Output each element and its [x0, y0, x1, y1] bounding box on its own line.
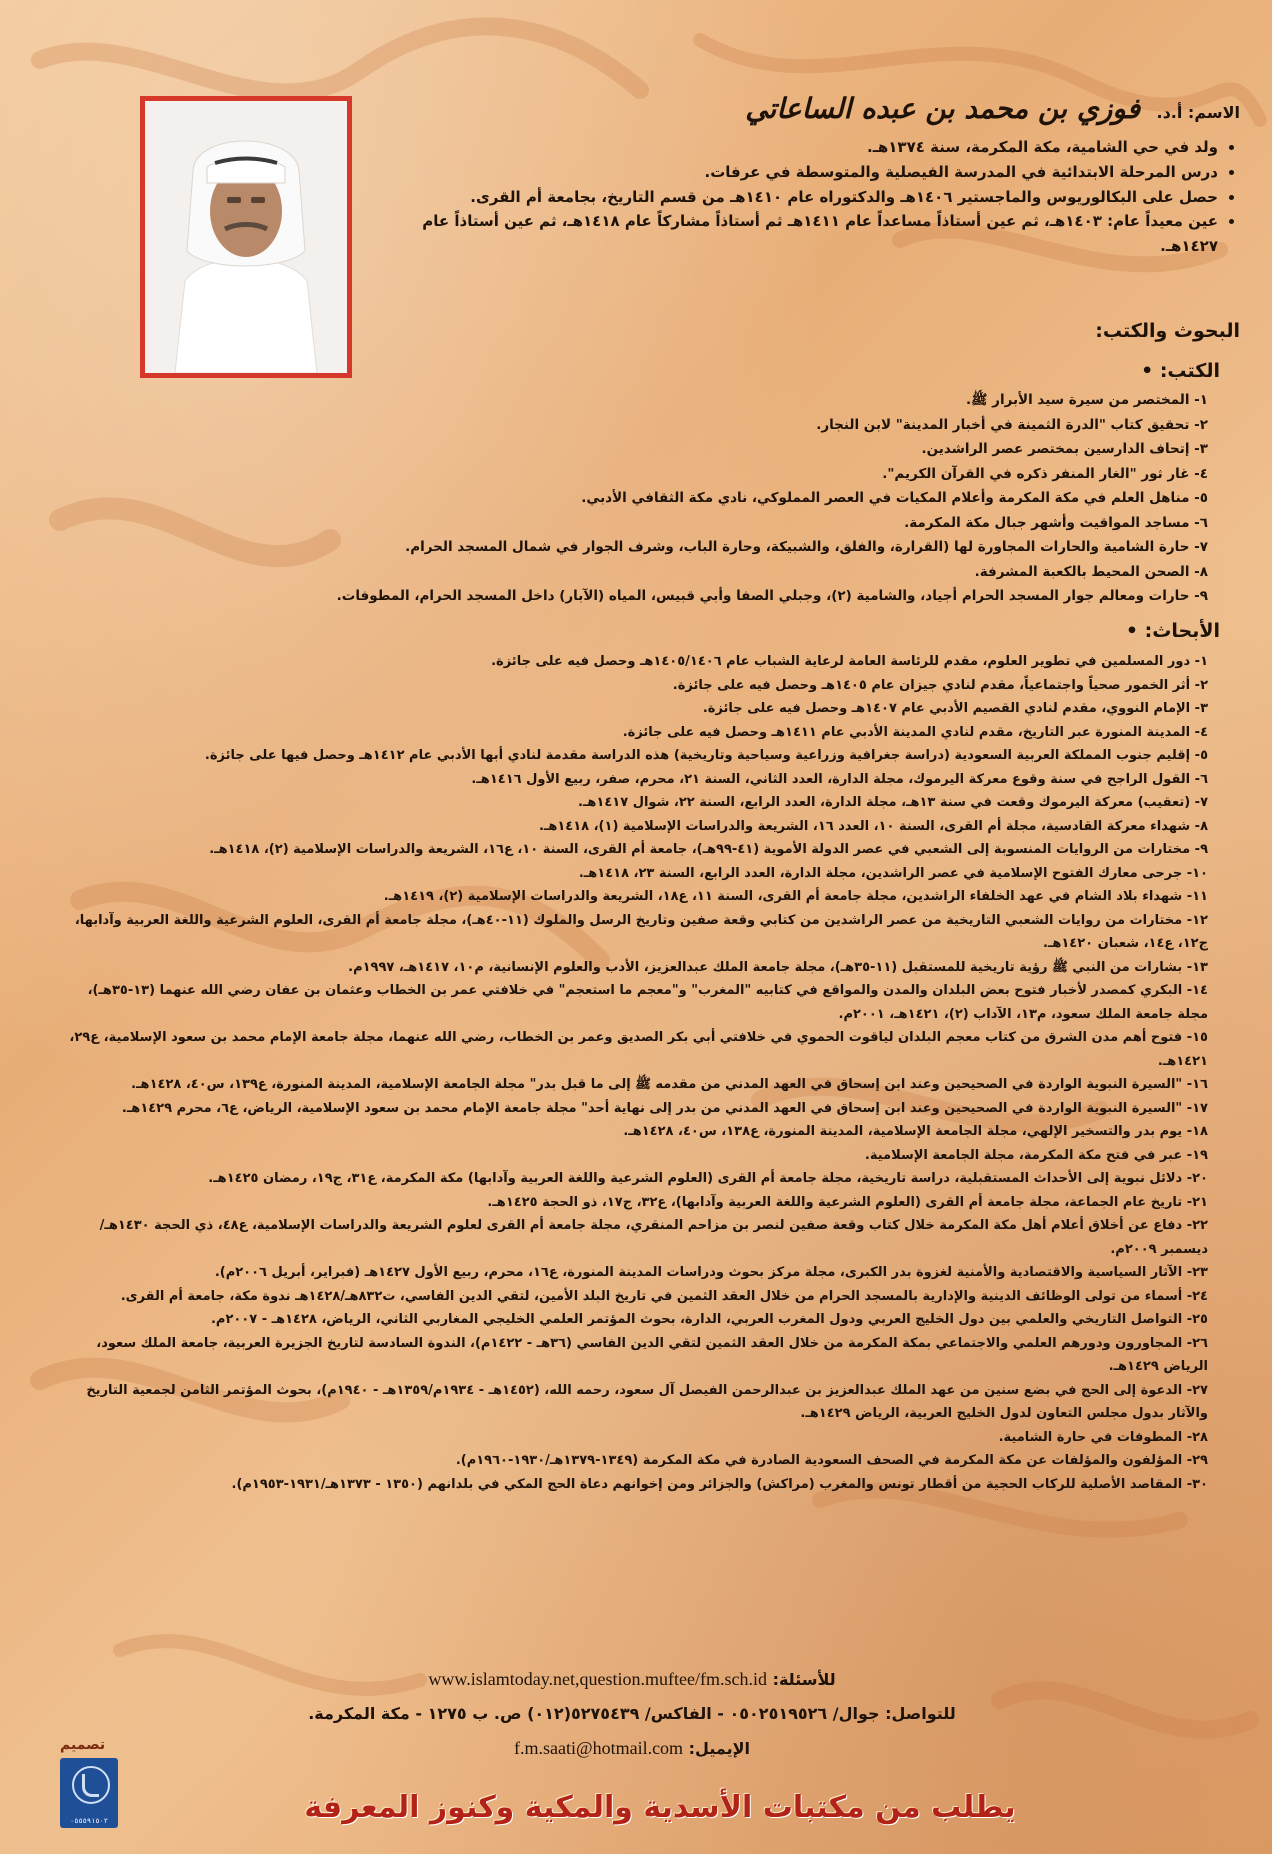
questions-line [232, 1662, 1032, 1697]
book-item: ٥- مناهل العلم في مكة المكرمة وأعلام المكيات في العصر المملوكي، نادي مكة الثقافي الأدبي. [581, 490, 1208, 506]
design-label: تصميم [60, 1737, 106, 1753]
bio-item: • حصل على البكالوريوس والماجستير ١٤٠٦هـ والدكتوراه عام ١٤١٠هـ من قسم التاريخ، بجامعة أم القرى. [370, 185, 1218, 210]
research-item: ١٦- "السيرة النبوية الواردة في الصحيحين وعند ابن إسحاق في العهد المدني من مقدمه ﷺ إلى ما قبل بدر" مجلة الجامعة الإسلامية، المدينة المنورة، ع١٣٩، س٤٠، ١٤٢٨هـ. [131, 1077, 1208, 1092]
book-item: ١- المختصر من سيرة سيد الأبرار ﷺ. [966, 392, 1208, 408]
research-books-title: البحوث والكتب: [1095, 320, 1240, 342]
research-item: ٧- (تعقيب) معركة اليرموك وقعت في سنة ١٣هـ، مجلة الدارة، العدد الرابع، السنة ٢٢، شوال ١٤١٧هـ. [578, 795, 1208, 810]
research-item: ٢٧- الدعوة إلى الحج في بضع سنين من عهد الملك عبدالعزيز بن عبدالرحمن الفيصل آل سعود، رحمه الله، (١٤٥٢هـ - ١٩٣٤م/١٣٥٩هـ - ١٩٤٠م)، بحوث المؤتمر الثامن لجمعية التاريخ والآثار بدول مجلس التعاون لدول الخليج العربية، الرياض ١٤٢٩هـ. [86, 1382, 1208, 1421]
research-item: ١١- شهداء بلاد الشام في عهد الخلفاء الراشدين، مجلة جامعة أم القرى، السنة ١١، ع١٨، الشريعة والدراسات الإسلامية (٢)، ١٤١٩هـ. [383, 889, 1208, 904]
bio-item: • عين معيداً عام: ١٤٠٣هـ، ثم عين أستاذاً مساعداً عام ١٤١١هـ ثم أستاذاً مشاركاً عام ١٤١٨هـ، ثم عين أستاذاً عام ١٤٢٧هـ. [370, 209, 1218, 259]
research-item: ٤- المدينة المنورة عبر التاريخ، مقدم لنادي المدينة الأدبي عام ١٤١١هـ وحصل فيه على جائزة. [622, 724, 1208, 740]
research-item: ٣- الإمام النووي، مقدم لنادي القصيم الأدبي عام ١٤٠٧هـ وحصل فيه على جائزة. [702, 701, 1208, 716]
contact-line: للتواصل: جوال/ ٠٥٠٢٥١٩٥٢٦ - الفاكس/ ٥٢٧٥٤٣٩(٠١٢) ص. ب ١٢٧٥ - مكة المكرمة. [308, 1704, 956, 1723]
book-item: ٦- مساجد المواقيت وأشهر جبال مكة المكرمة. [904, 514, 1208, 531]
research-item: ٩- مختارات من الروايات المنسوبة إلى الشعبي في عصر الدولة الأموية (٤١-٩٩هـ)، جامعة أم القرى، السنة ١٠، ع١٦، الشريعة والدراسات الإسلامية (٢)، ١٤١٨هـ. [209, 842, 1208, 857]
books-heading: الكتب: • [1141, 360, 1220, 382]
research-item: ٢٥- التواصل التاريخي والعلمي بين دول الخليج العربي ودول المغرب العربي، الدارة، بحوث المؤتمر العلمي الخليجي المغاربي الثاني، الرياض، ١٤٢٨هـ - ٢٠٠٧م. [210, 1312, 1208, 1327]
research-item: ٨- شهداء معركة القادسية، مجلة أم القرى، السنة ١٠، العدد ١٦، الشريعة والدراسات الإسلامية (١)، ١٤١٨هـ. [538, 818, 1208, 834]
research-item: ٢٨- المطوفات في حارة الشامية. [998, 1429, 1208, 1445]
research-item: ١٢- مختارات من روايات الشعبي التاريخية من عصر الراشدين من كتابي وقعة صفين وتاريخ الرسل والملوك (١١-٤٠هـ)، مجلة جامعة أم القرى، العلوم الشرعية واللغة العربية وآدابها، ج١٢، ع١٤، شعبان ١٤٢٠هـ. [74, 912, 1208, 951]
research-list [58, 650, 1208, 1496]
research-item: ١٨- يوم بدر والتسخير الإلهي، مجلة الجامعة الإسلامية، المدينة المنورة، ع١٣٨، س٤٠، ١٤٢٨هـ. [623, 1124, 1208, 1139]
bio-item: • ولد في حي الشامية، مكة المكرمة، سنة ١٣٧٤هـ. [370, 135, 1218, 160]
research-item: ١٣- بشارات من النبي ﷺ رؤية تاريخية للمستقبل (١١-٣٥هـ)، مجلة جامعة الملك عبدالعزيز، الأدب والعلوم الإنسانية، م١٠، ١٤١٧هـ، ١٩٩٧م. [348, 959, 1208, 975]
research-item: ١٤- البكري كمصدر لأخبار فتوح بعض البلدان والمدن والمواقع في كتابيه "المغرب" و"معجم ما استعجم" في خلافتي عمر بن الخطاب وعثمان بن عفان رضي الله عنهما (١٣-٣٥هـ)، مجلة جامعة الملك سعود، م١٣، الآداب (٢)، ١٤٢١هـ، ٢٠٠١م. [87, 983, 1208, 1022]
research-item: ٣٠- المقاصد الأصلية للركاب الحجية من أقطار تونس والمغرب (مراكش) والجزائر ومن إخوانهم دعاة الحج المكي في بلدانهم (١٣٥٠ - ١٣٧٣هـ/١٩٣١-١٩٥٣م). [231, 1476, 1208, 1492]
questions-label: للأسئلة: [772, 1670, 836, 1689]
name-line [370, 92, 1240, 125]
research-item: ٢٠- دلائل نبوية إلى الأحداث المستقبلية، دراسة تاريخية، مجلة جامعة أم القرى (العلوم الشرعية واللغة العربية وآدابها) مكة المكرمة، ع٣١، ج١٩، رمضان ١٤٢٥هـ. [208, 1171, 1208, 1186]
research-item: ١٩- عبر في فتح مكة المكرمة، مجلة الجامعة الإسلامية. [864, 1147, 1208, 1163]
research-item: ١٠- جرحى معارك الفتوح الإسلامية في عصر الراشدين، مجلة الدارة، العدد الرابع، السنة ٢٣، ١٤١٨هـ. [578, 865, 1208, 881]
research-item: ١٥- فتوح أهم مدن الشرق من كتاب معجم البلدان لياقوت الحموي في خلافتي أبي بكر الصديق وعمر بن الخطاب، رضي الله عنهما، مجلة جامعة الإمام محمد بن سعود الإسلامية، ع٢٩، ١٤٢١هـ. [69, 1030, 1208, 1069]
books-list [58, 388, 1208, 609]
bio-item: • درس المرحلة الابتدائية في المدرسة الفيصلية والمتوسطة في عرفات. [370, 160, 1218, 185]
book-item: ٩- حارات ومعالم جوار المسجد الحرام أجياد، والشامية (٢)، وجبلي الصفا وأبي قبيس، المياه (الآبار) داخل المسجد الحرام، المطوفات. [336, 588, 1208, 604]
book-item: ٨- الصحن المحيط بالكعبة المشرفة. [974, 563, 1208, 580]
contact-block [232, 1662, 1032, 1766]
book-item: ٤- غار ثور "الغار المنفر ذكره في القرآن الكريم". [882, 465, 1208, 482]
research-item: ٢- أثر الخمور صحياً واجتماعياً، مقدم لنادي جيزان عام ١٤٠٥هـ وحصل فيه على جائزة. [672, 677, 1208, 693]
name-signature: فوزي بن محمد بن عبده الساعاتي [745, 92, 1141, 125]
portrait-photo [140, 96, 352, 378]
research-item: ٢١- تاريخ عام الجماعة، مجلة جامعة أم القرى (العلوم الشرعية واللغة العربية وآدابها)، ع٣٢، ج١٧، ذو الحجة ١٤٢٥هـ. [487, 1194, 1208, 1210]
designer-phone: ٠٥٥٥٩١٥٠٢ [70, 1817, 108, 1825]
book-item: ٣- إتحاف الدارسين بمختصر عصر الراشدين. [921, 441, 1208, 457]
email-line [232, 1731, 1032, 1766]
email-address[interactable]: f.m.saati@hotmail.com [514, 1738, 684, 1758]
research-item: ٢٩- المؤلفون والمؤلفات عن مكة المكرمة في الصحف السعودية الصادرة في مكة المكرمة (١٣٤٩-١٣٧٩هـ/١٩٣٠-١٩٦٠م). [455, 1453, 1208, 1468]
research-item: ٦- القول الراجح في سنة وقوع معركة اليرموك، مجلة الدارة، العدد الثاني، السنة ٢١، محرم، صفر، ربيع الأول ١٤١٦هـ. [471, 771, 1208, 787]
book-item: ٧- حارة الشامية والحارات المجاورة لها (القرارة، والفلق، والشبيكة، وحارة الباب، وشرف الجوار في شمال المسجد الحرام. [405, 539, 1208, 555]
bio-list [370, 135, 1240, 259]
book-item: ٢- تحقيق كتاب "الدرة الثمينة في أخبار المدينة" لابن النجار. [816, 416, 1208, 433]
research-item: ٥- إقليم جنوب المملكة العربية السعودية (دراسة جغرافية وزراعية وسياحية وتاريخية) هذه الدراسة مقدمة لنادي أبها الأدبي عام ١٤١٢هـ وحصل فيها على جائزة. [204, 748, 1208, 763]
portrait-image [145, 101, 347, 373]
footer-availability: يطلب من مكتبات الأسدية والمكية وكنوز المعرفة [304, 1790, 1016, 1825]
name-label: الاسم: أ.د. [1156, 103, 1240, 122]
calligraphy-logo-icon [72, 1766, 110, 1804]
research-item: ٢٣- الآثار السياسية والاقتصادية والأمنية لغزوة بدر الكبرى، مجلة مركز بحوث ودراسات المدينة المنورة، ع١٦، محرم، ربيع الأول ١٤٢٧هـ (فبراير، أبريل ٢٠٠٦م). [214, 1265, 1208, 1280]
research-heading: الأبحاث: • [1126, 620, 1220, 642]
research-item: ٢٢- دفاع عن أخلاق أعلام أهل مكة المكرمة خلال كتاب وقعة صفين لنصر بن مزاحم المنقري، مجلة جامعة أم القرى لعلوم الشريعة والدراسات الإسلامية، ع٤٨، ذي الحجة ١٤٣٠هـ/ديسمبر ٢٠٠٩م. [99, 1218, 1208, 1257]
research-item: ١- دور المسلمين في تطوير العلوم، مقدم للرئاسة العامة لرعاية الشباب عام ١٤٠٥/١٤٠٦هـ وحصل فيه على جائزة. [491, 654, 1208, 669]
questions-url[interactable]: www.islamtoday.net,question.muftee/fm.sch.id [428, 1669, 767, 1689]
research-item: ٢٦- المجاورون ودورهم العلمي والاجتماعي بمكة المكرمة من خلال العقد الثمين لتقي الدين الفاسي (٣٦هـ - ١٤٢٢م)، الندوة السادسة لتاريخ الجزيرة العربية، جامعة الملك سعود، الرياض ١٤٢٩هـ. [96, 1335, 1208, 1374]
research-item: ٢٤- أسماء من تولى الوظائف الدينية والإدارية بالمسجد الحرام من خلال العقد الثمين في تاريخ البلد الأمين، لتقي الدين الفاسي، ت٨٣٢هـ/١٤٢٨هـ ندوة مكة، جامعة أم القرى. [120, 1288, 1208, 1304]
research-item: ١٧- "السيرة النبوية الواردة في الصحيحين وعند ابن إسحاق في العهد المدني من بدر إلى نهاية أحد" مجلة جامعة الإمام محمد بن سعود الإسلامية، الرياض، ع٦، محرم ١٤٢٩هـ. [121, 1100, 1208, 1116]
designer-logo [60, 1758, 118, 1828]
email-label: الإيميل: [688, 1739, 750, 1758]
profile-header [370, 92, 1240, 259]
